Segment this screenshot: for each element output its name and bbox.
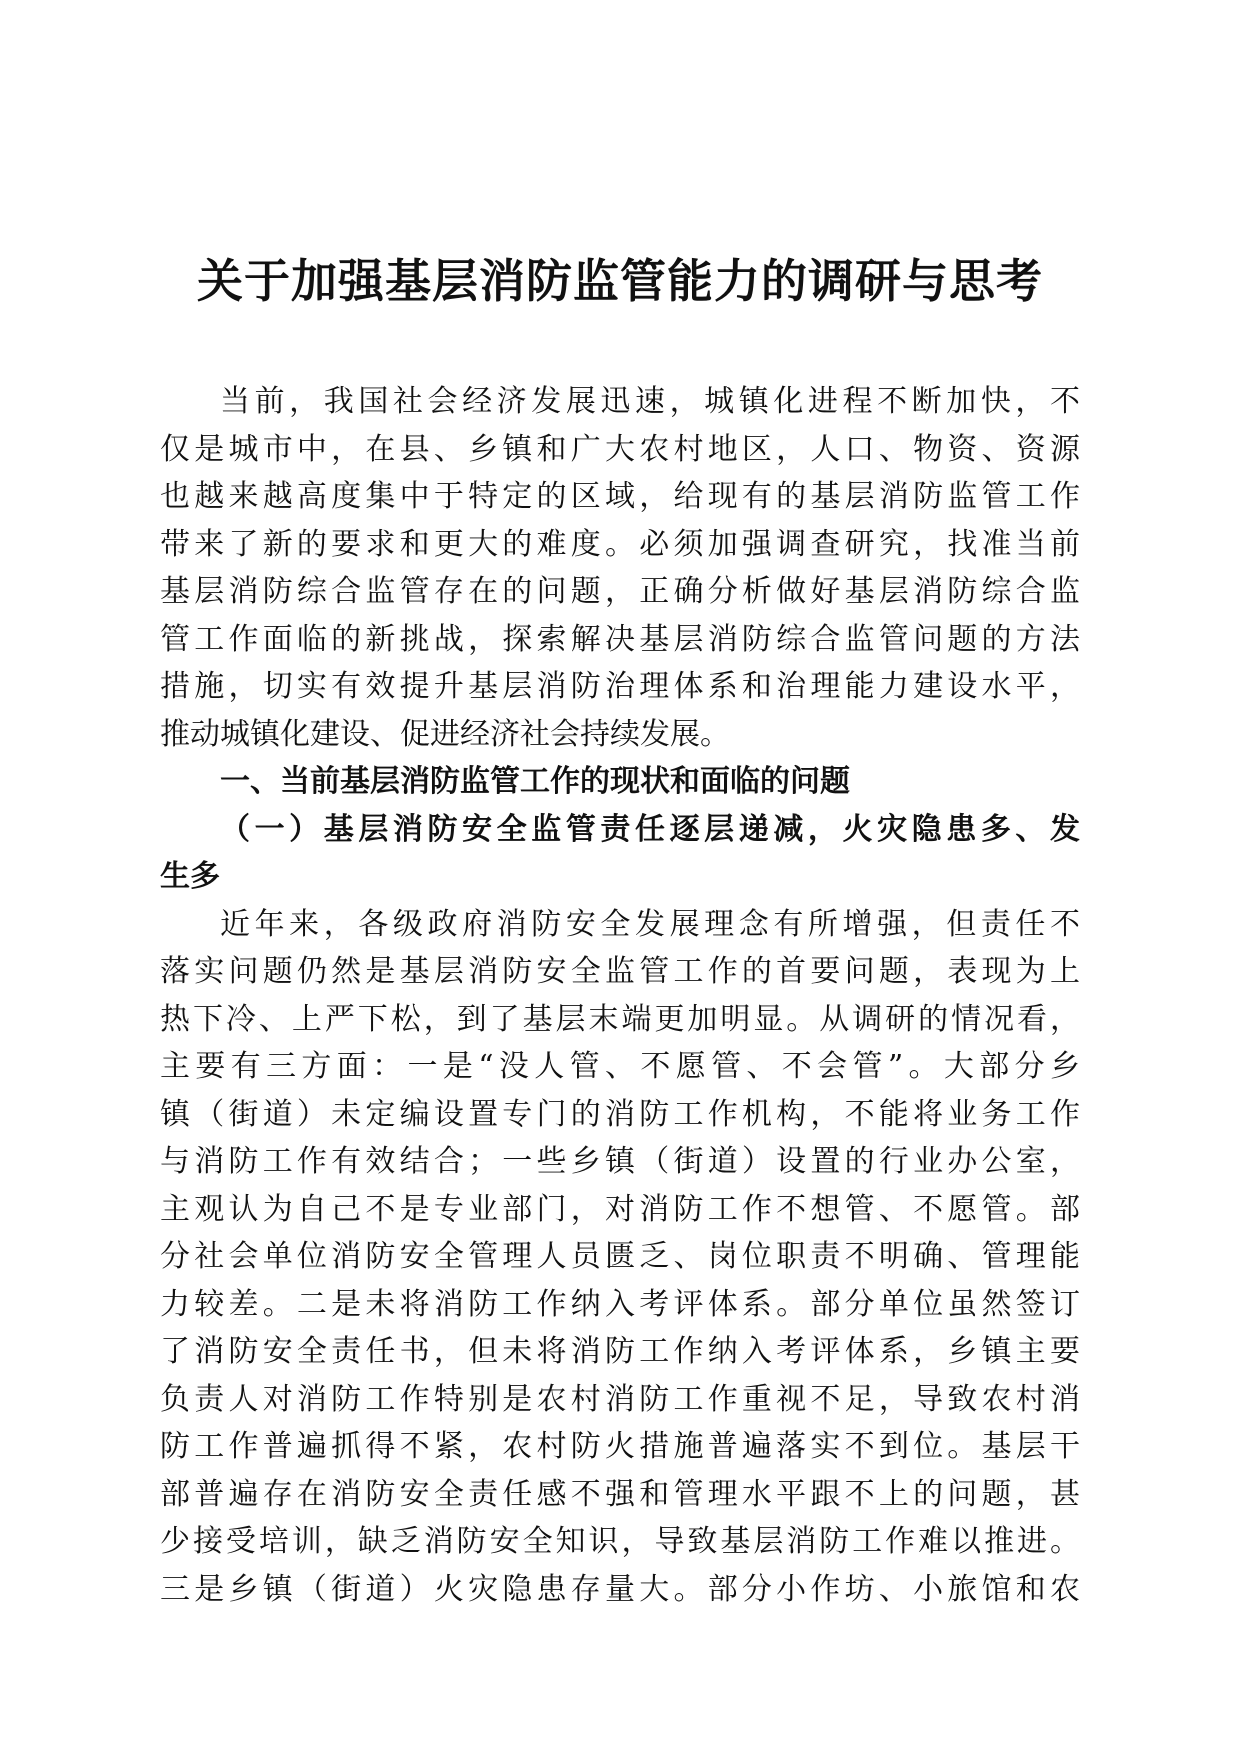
section-heading: 一、当前基层消防监管工作的现状和面临的问题 xyxy=(220,764,850,799)
paragraph-line: 落实问题仍然是基层消防安全监管工作的首要问题，表现为上 xyxy=(160,954,1080,989)
paragraph-line: 带来了新的要求和更大的难度。必须加强调查研究，找准当前 xyxy=(160,526,1080,562)
paragraph-line: 推动城镇化建设、促进经济社会持续发展。 xyxy=(160,716,730,752)
subsection-heading-line: 生多 xyxy=(160,859,220,894)
paragraph-line: 分社会单位消防安全管理人员匮乏、岗位职责不明确、管理能 xyxy=(160,1239,1080,1274)
paragraph-line: 防工作普遍抓得不紧，农村防火措施普遍落实不到位。基层干 xyxy=(160,1429,1080,1464)
paragraph-line: 负责人对消防工作特别是农村消防工作重视不足，导致农村消 xyxy=(160,1381,1080,1417)
paragraph-line: 主观认为自己不是专业部门，对消防工作不想管、不愿管。部 xyxy=(160,1191,1080,1227)
paragraph-line: 也越来越高度集中于特定的区域，给现有的基层消防监管工作 xyxy=(160,479,1080,514)
paragraph-line: 主要有三方面：一是“没人管、不愿管、不会管”。大部分乡 xyxy=(160,1049,1080,1084)
document-title: 关于加强基层消防监管能力的调研与思考 xyxy=(197,254,1043,308)
paragraph-line: 基层消防综合监管存在的问题，正确分析做好基层消防综合监 xyxy=(160,574,1080,609)
paragraph-line: 当前，我国社会经济发展迅速，城镇化进程不断加快，不 xyxy=(220,384,1080,419)
paragraph-line: 镇（街道）未定编设置专门的消防工作机构，不能将业务工作 xyxy=(160,1096,1080,1132)
paragraph-line: 力较差。二是未将消防工作纳入考评体系。部分单位虽然签订 xyxy=(160,1286,1080,1322)
paragraph-line: 措施，切实有效提升基层消防治理体系和治理能力建设水平， xyxy=(160,669,1080,704)
paragraph-line: 管工作面临的新挑战，探索解决基层消防综合监管问题的方法 xyxy=(160,621,1080,657)
subsection-heading-line: （一）基层消防安全监管责任逐层递减，火灾隐患多、发 xyxy=(220,811,1080,847)
paragraph-line: 少接受培训，缺乏消防安全知识，导致基层消防工作难以推进。 xyxy=(160,1524,1080,1559)
paragraph-line: 近年来，各级政府消防安全发展理念有所增强，但责任不 xyxy=(220,906,1080,942)
paragraph-line: 热下冷、上严下松，到了基层末端更加明显。从调研的情况看， xyxy=(160,1001,1080,1037)
document-body xyxy=(160,378,1080,1613)
paragraph-line: 仅是城市中，在县、乡镇和广大农村地区，人口、物资、资源 xyxy=(160,431,1080,467)
paragraph-line: 与消防工作有效结合；一些乡镇（街道）设置的行业办公室， xyxy=(160,1144,1080,1179)
paragraph-line: 三是乡镇（街道）火灾隐患存量大。部分小作坊、小旅馆和农 xyxy=(160,1571,1080,1607)
paragraph-line: 了消防安全责任书，但未将消防工作纳入考评体系，乡镇主要 xyxy=(160,1334,1080,1369)
paragraph-line: 部普遍存在消防安全责任感不强和管理水平跟不上的问题，甚 xyxy=(160,1476,1080,1512)
